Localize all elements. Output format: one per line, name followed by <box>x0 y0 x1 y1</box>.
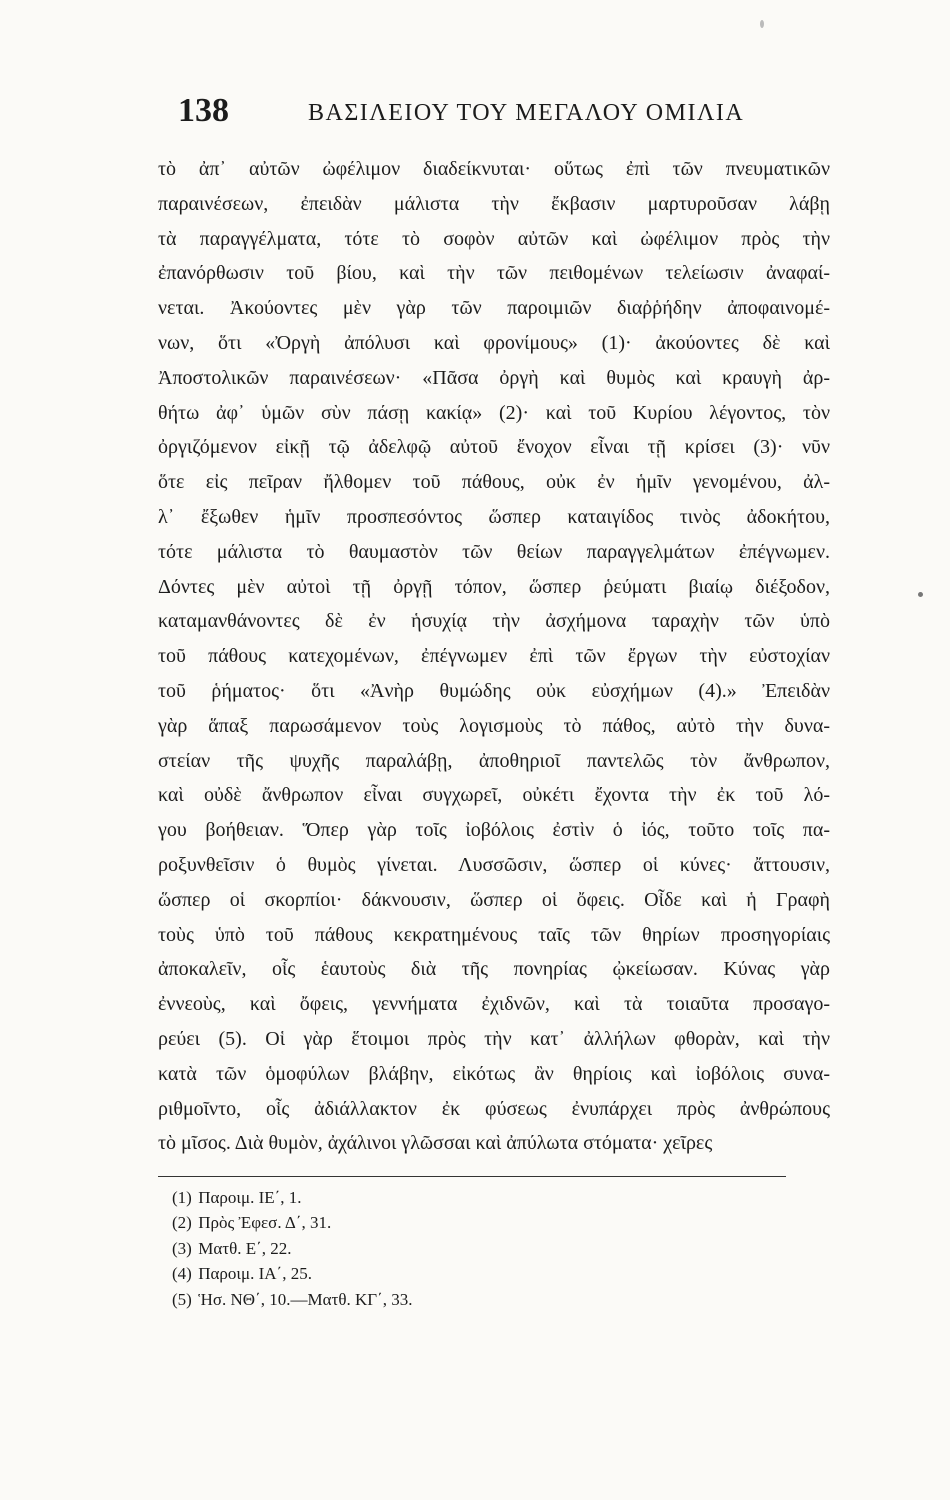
footnote <box>172 1261 672 1286</box>
text-line: γὰρ ἅπαξ παρωσάμενον τοὺς λογισμοὺς τὸ πάθος, αὐτὸ τὴν δυνα- <box>158 714 830 737</box>
text-line: ὥσπερ οἱ σκορπίοι· δάκνουσιν, ὥσπερ οἱ ὄφεις. Οἶδε καὶ ἡ Γραφὴ <box>158 888 830 911</box>
text-line: ἐννεοὺς, καὶ ὄφεις, γεννήματα ἐχιδνῶν, καὶ τὰ τοιαῦτα προσαγο- <box>158 993 830 1016</box>
footnote-mark: (4) <box>172 1264 192 1284</box>
text-line: ἐπανόρθωσιν τοῦ βίου, καὶ τὴν τῶν πειθομένων τελείωσιν ἀναφαί- <box>158 262 830 285</box>
text-line: τὸ ἀπ᾽ αὐτῶν ὠφέλιμον διαδείκνυται· οὕτως ἐπὶ τῶν πνευματικῶν <box>158 158 830 180</box>
footnote-mark: (2) <box>172 1213 192 1233</box>
footnote-text: Παροιμ. ΙΕ΄, 1. <box>198 1188 302 1207</box>
text-line: Ἀποστολικῶν παραινέσεων· «Πᾶσα ὀργὴ καὶ θυμὸς καὶ κραυγὴ ἀρ- <box>158 366 830 389</box>
footnote-text: Ἡσ. ΝΘ΄, 10.—Ματθ. ΚΓ΄, 33. <box>198 1289 413 1309</box>
paper-speck <box>918 592 923 597</box>
text-line: γου βοήθειαν. Ὅπερ γὰρ τοῖς ἰοβόλοις ἐστὶν ὁ ἰός, τοῦτο τοῖς πα- <box>158 819 830 842</box>
text-line: θήτω ἀφ᾽ ὑμῶν σὺν πάσῃ κακίᾳ» (2)· καὶ τοῦ Κυρίου λέγοντος, τὸν <box>158 401 830 424</box>
text-line: νεται. Ἀκούοντες μὲν γὰρ τῶν παροιμιῶν διαῤῥήδην ἀποφαινομέ- <box>158 297 830 320</box>
text-line: Δόντες μὲν αὐτοὶ τῇ ὀργῇ τόπον, ὥσπερ ῥεύματι βιαίῳ διέξοδον, <box>158 575 830 598</box>
text-line: καὶ οὐδὲ ἄνθρωπον εἶναι συγχωρεῖ, οὐκέτι ἔχοντα τὴν ἐκ τοῦ λό- <box>158 784 830 807</box>
footnote-mark: (5) <box>172 1289 192 1309</box>
footnote-mark: (3) <box>172 1238 192 1258</box>
text-line: ρεύει (5). Οἱ γὰρ ἕτοιμοι πρὸς τὴν κατ᾽ ἀλλήλων φθορὰν, καὶ τὴν <box>158 1027 830 1050</box>
text-line: παραινέσεων, ἐπειδὰν μάλιστα τὴν ἔκβασιν μαρτυροῦσαν λάβῃ <box>158 192 830 215</box>
footnote <box>172 1185 672 1210</box>
footnote <box>172 1236 672 1261</box>
text-line: ὀργιζόμενον εἰκῇ τῷ ἀδελφῷ αὐτοῦ ἔνοχον εἶναι τῇ κρίσει (3)· νῦν <box>158 436 830 459</box>
text-line: τοῦ πάθους κατεχομένων, ἐπέγνωμεν ἐπὶ τῶν ἔργων τὴν εὐστοχίαν <box>158 645 830 668</box>
footnote-text: Ματθ. Ε΄, 22. <box>198 1238 292 1258</box>
footnote-text: Πρὸς Ἐφεσ. Δ΄, 31. <box>198 1213 332 1233</box>
text-line: στείαν τῆς ψυχῆς παραλάβῃ, ἀποθηριοῖ παντελῶς τὸν ἄνθρωπον, <box>158 749 830 772</box>
page-number: 138 <box>178 92 229 129</box>
text-line: νων, ὅτι «Ὀργὴ ἀπόλυσι καὶ φρονίμους» (1)· ἀκούοντες δὲ καὶ <box>158 331 830 354</box>
text-line: ριθμοῖντο, οἷς ἀδιάλλακτον ἐκ φύσεως ἐνυπάρχει πρὸς ἀνθρώπους <box>158 1097 830 1120</box>
text-line: ροξυνθεῖσιν ὁ θυμὸς γίνεται. Λυσσῶσιν, ὥσπερ οἱ κύνες· ἄττουσιν, <box>158 853 830 876</box>
footnote-rule <box>158 1176 786 1177</box>
running-title: ΒΑΣΙΛΕΙΟΥ ΤΟΥ ΜΕΓΑΛΟΥ ΟΜΙΛΙΑ <box>308 100 745 126</box>
text-line: κατὰ τῶν ὁμοφύλων βλάβην, εἰκότως ἂν θηρίοις καὶ ἰοβόλοις συνα- <box>158 1062 830 1085</box>
text-line: τοῦ ῥήματος· ὅτι «Ἀνὴρ θυμώδης οὐκ εὐσχήμων (4).» Ἐπειδὰν <box>158 679 830 702</box>
paper-speck <box>760 20 764 28</box>
text-line: τὸ μῖσος. Διὰ θυμὸν, ἀχάλινοι γλῶσσαι καὶ ἀπύλωτα στόματα· χεῖρες <box>158 1132 713 1155</box>
text-line: ὅτε εἰς πεῖραν ἤλθομεν τοῦ πάθους, οὐκ ἐν ἡμῖν γενομένου, ἀλ- <box>158 471 830 494</box>
text-line: τοὺς ὑπὸ τοῦ πάθους κεκρατημένους ταῖς τῶν θηρίων προσηγορίαις <box>158 923 830 946</box>
footnote <box>172 1210 672 1235</box>
text-line: καταμανθάνοντες δὲ ἐν ἡσυχίᾳ τὴν ἀσχήμονα ταραχὴν τῶν ὑπὸ <box>158 610 830 633</box>
text-line: ἀποκαλεῖν, οἷς ἑαυτοὺς διὰ τῆς πονηρίας ᾠκείωσαν. Κύνας γὰρ <box>158 958 830 981</box>
footnote-mark: (1) <box>172 1188 192 1207</box>
text-line: τὰ παραγγέλματα, τότε τὸ σοφὸν αὐτῶν καὶ ὠφέλιμον πρὸς τὴν <box>158 227 830 250</box>
body-text <box>158 152 830 1161</box>
footnote-text: Παροιμ. ΙΑ΄, 25. <box>198 1264 312 1284</box>
text-line: λ᾽ ἔξωθεν ἡμῖν προσπεσόντος ὥσπερ καταιγίδος τινὸς ἀδοκήτου, <box>158 505 830 528</box>
footnotes <box>172 1185 672 1312</box>
text-line: τότε μάλιστα τὸ θαυμαστὸν τῶν θείων παραγγελμάτων ἐπέγνωμεν. <box>158 540 830 563</box>
footnote <box>172 1287 672 1312</box>
page-header <box>178 92 818 142</box>
